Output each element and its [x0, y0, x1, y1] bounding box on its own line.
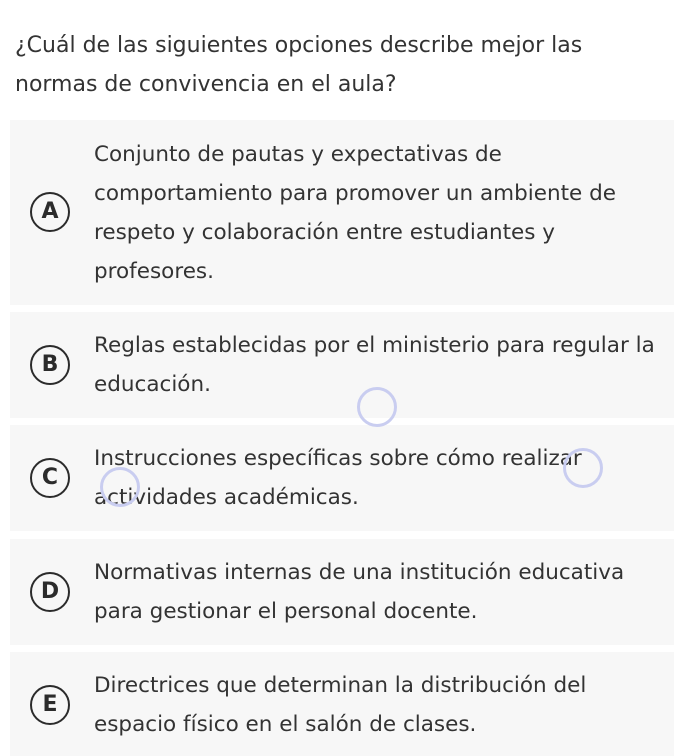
option-b-letter-badge: B [30, 345, 70, 385]
option-e-text: Directrices que determinan la distribución del espacio físico en el salón de clases. [94, 673, 587, 737]
option-b[interactable] [10, 312, 674, 418]
option-a[interactable] [10, 120, 674, 305]
option-d[interactable] [10, 539, 674, 645]
option-e[interactable] [10, 652, 674, 756]
option-e-letter-badge: E [30, 685, 70, 725]
option-d-letter-badge: D [30, 572, 70, 612]
option-b-text: Reglas establecidas por el ministerio para regular la educación. [94, 333, 655, 397]
question-text: ¿Cuál de las siguientes opciones describe mejor las normas de convivencia en el aula? [15, 33, 583, 97]
option-c-text: Instrucciones específicas sobre cómo realizar actividades académicas. [94, 446, 582, 510]
option-c-letter-badge: C [30, 458, 70, 498]
option-a-letter-badge: A [30, 192, 70, 232]
option-a-text: Conjunto de pautas y expectativas de comportamiento para promover un ambiente de respeto y colaboración entre estudiantes y profesores. [94, 142, 616, 284]
option-c[interactable] [10, 425, 674, 531]
option-d-text: Normativas internas de una institución educativa para gestionar el personal docente. [94, 560, 625, 624]
